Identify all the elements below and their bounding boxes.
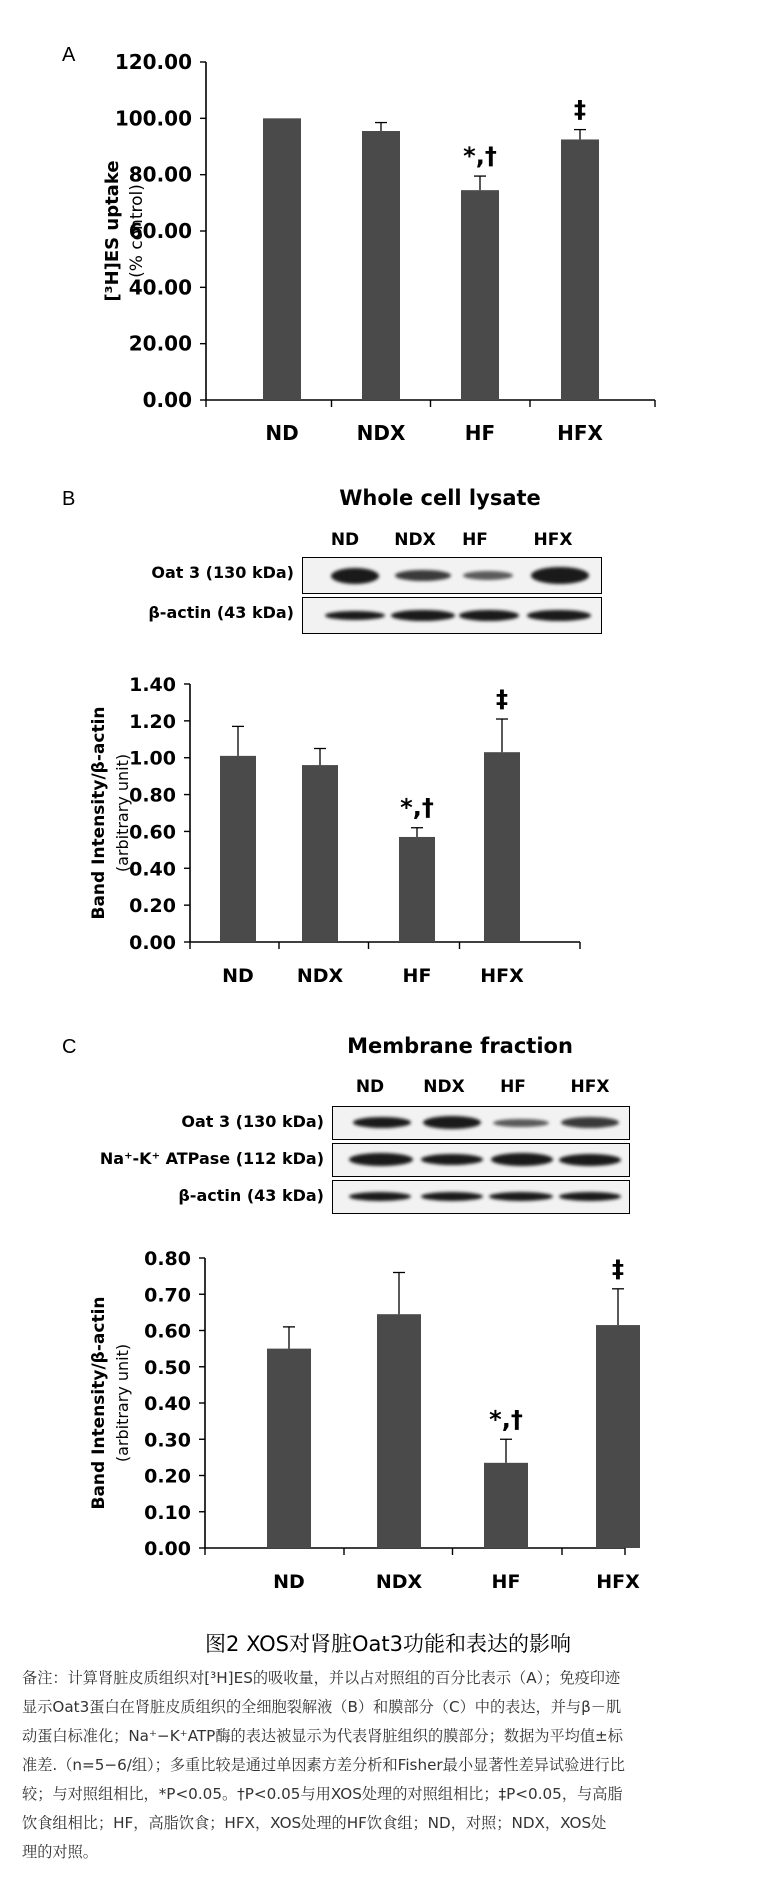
significance-marker: ‡ [612,1254,624,1283]
caption-note-line: 准差.（n=5−6/组）；多重比较是通过单因素方差分析和Fisher最小显著性差异试验进行比 [22,1756,625,1774]
blot-band [349,1153,413,1166]
y-tick-label: 0.30 [144,1429,191,1452]
significance-marker: *,† [489,1405,523,1434]
y-tick-label: 40.00 [128,275,192,300]
y-tick-label: 20.00 [128,331,192,356]
blot-band [391,610,455,621]
chart-c [0,1220,776,1620]
caption-note-line: 显示Oat3蛋白在肾脏皮质组织的全细胞裂解液（B）和膜部分（C）中的表达，并与β－肌 [22,1698,622,1716]
y-tick-label: 0.00 [129,932,176,954]
y-tick-label: 0.20 [144,1465,191,1488]
panel-a-letter: A [62,44,76,66]
y-tick-label: 1.00 [129,747,176,770]
blot-band [493,1119,549,1127]
blot-b-lane-label: HFX [533,530,573,550]
blot-band [489,1192,553,1201]
y-tick-label: 0.50 [144,1356,191,1379]
y-tick-label: 0.10 [144,1501,191,1524]
x-category-label: NDX [356,421,406,445]
x-category-label: ND [265,421,299,445]
blot-band [331,568,379,584]
y-tick-label: 0.60 [144,1320,191,1343]
bar-ndx [302,765,338,942]
y-axis-title: [³H]ES uptake [102,160,123,302]
x-category-label: HFX [596,1571,640,1593]
blot-band [395,570,451,581]
blot-band [527,610,591,621]
y-tick-label: 1.40 [129,674,176,696]
blot-c-atpase-strip [332,1143,630,1177]
caption-note-line: 动蛋白标准化；Na⁺−K⁺ATP酶的表达被显示为代表肾脏组织的膜部分；数据为平均值±标 [22,1727,623,1745]
caption-note-line: 理的对照。 [22,1843,98,1861]
y-axis-subtitle: (% control) [127,184,147,278]
blot-c-lane-label: NDX [423,1077,465,1097]
figure-caption-title: 图2 XOS对肾脏Oat3功能和表达的影响 [205,1632,571,1656]
blot-band [491,1153,553,1166]
blot-c-row-label-atpase: Na⁺-K⁺ ATPase (112 kDa) [99,1149,324,1168]
blot-b-oat3-strip [302,557,602,594]
bar-ndx [377,1314,421,1548]
blot-b-lane-label: NDX [394,530,436,550]
bar-hf [484,1463,528,1548]
y-tick-label: 0.40 [144,1393,191,1415]
significance-marker: *,† [400,793,434,822]
significance-marker: *,† [463,142,497,171]
y-tick-label: 0.60 [129,821,176,844]
bar-ndx [362,131,400,400]
bar-nd [267,1349,311,1548]
blot-band [559,1154,621,1166]
y-tick-label: 0.40 [129,858,176,881]
blot-b-lane-label: HF [462,530,488,550]
blot-band [459,610,519,621]
blot-band [353,1117,411,1128]
y-tick-label: 1.20 [129,710,176,733]
chart-b [0,640,776,1010]
significance-marker: ‡ [574,95,586,124]
x-category-label: HF [491,1571,521,1593]
blot-b-row-label-actin: β-actin (43 kDa) [148,603,294,622]
y-tick-label: 0.70 [144,1284,191,1307]
blot-c-actin-strip [332,1180,630,1214]
chart-a [0,0,776,470]
blot-band [423,1116,481,1129]
y-axis-title: Band Intensity/β-actin [89,1296,109,1510]
y-axis-title: Band Intensity/β-actin [89,706,109,920]
blot-c-lane-label: HFX [570,1077,610,1097]
blot-c-title: Membrane fraction [347,1034,573,1058]
caption-note-line: 饮食组相比；HF，高脂饮食；HFX，XOS处理的HF饮食组；ND，对照；NDX，XOS处 [22,1814,607,1832]
y-axis-subtitle: (arbitrary unit) [113,753,132,873]
bar-nd [220,756,256,942]
blot-band [463,571,513,580]
y-tick-label: 120.00 [114,50,192,74]
y-tick-label: 80.00 [128,162,192,187]
blot-c-row-label-actin: β-actin (43 kDa) [178,1186,324,1205]
x-category-label: HFX [557,421,603,445]
y-tick-label: 0.00 [142,388,192,412]
y-tick-label: 60.00 [128,219,192,243]
bar-hf [399,837,435,942]
blot-b-title: Whole cell lysate [339,486,541,510]
blot-band [531,567,589,584]
x-category-label: HF [464,421,496,445]
blot-band [561,1117,619,1128]
x-category-label: NDX [296,965,344,987]
y-tick-label: 0.00 [144,1538,191,1560]
x-category-label: HFX [480,965,524,987]
blot-b-lane-label: ND [330,530,360,550]
y-tick-label: 0.20 [129,895,176,918]
panel-b-letter: B [62,488,76,510]
y-tick-label: 0.80 [144,1248,191,1270]
bar-hfx [596,1325,640,1548]
panel-c-letter: C [62,1036,77,1058]
bar-hfx [484,752,520,942]
caption-note-line: 较；与对照组相比，*P<0.05。†P<0.05与用XOS处理的对照组相比；‡P<0.05，与高脂 [22,1785,623,1803]
blot-c-oat3-strip [332,1106,630,1140]
blot-band [421,1192,483,1201]
bar-hf [461,190,499,400]
bar-hfx [561,139,599,400]
x-category-label: ND [273,1571,305,1593]
blot-b-row-label-oat3: Oat 3 (130 kDa) [151,563,294,582]
y-tick-label: 100.00 [114,106,192,131]
figure-caption-notes [22,1664,754,1867]
blot-band [559,1192,621,1201]
blot-b-actin-strip [302,597,602,634]
x-category-label: HF [402,965,432,987]
blot-c-lane-label: ND [355,1077,385,1097]
blot-band [325,611,385,620]
caption-note-line: 备注：计算肾脏皮质组织对[³H]ES的吸收量，并以占对照组的百分比表示（A）；免疫印迹 [22,1669,621,1687]
y-tick-label: 0.80 [129,784,176,807]
x-category-label: ND [222,965,254,987]
x-category-label: NDX [375,1571,423,1593]
blot-band [421,1154,483,1165]
blot-c-lane-label: HF [500,1077,526,1097]
significance-marker: ‡ [496,685,508,714]
blot-c-row-label-oat3: Oat 3 (130 kDa) [181,1112,324,1131]
bar-nd [263,118,301,400]
blot-band [349,1192,411,1201]
y-axis-subtitle: (arbitrary unit) [113,1343,132,1463]
